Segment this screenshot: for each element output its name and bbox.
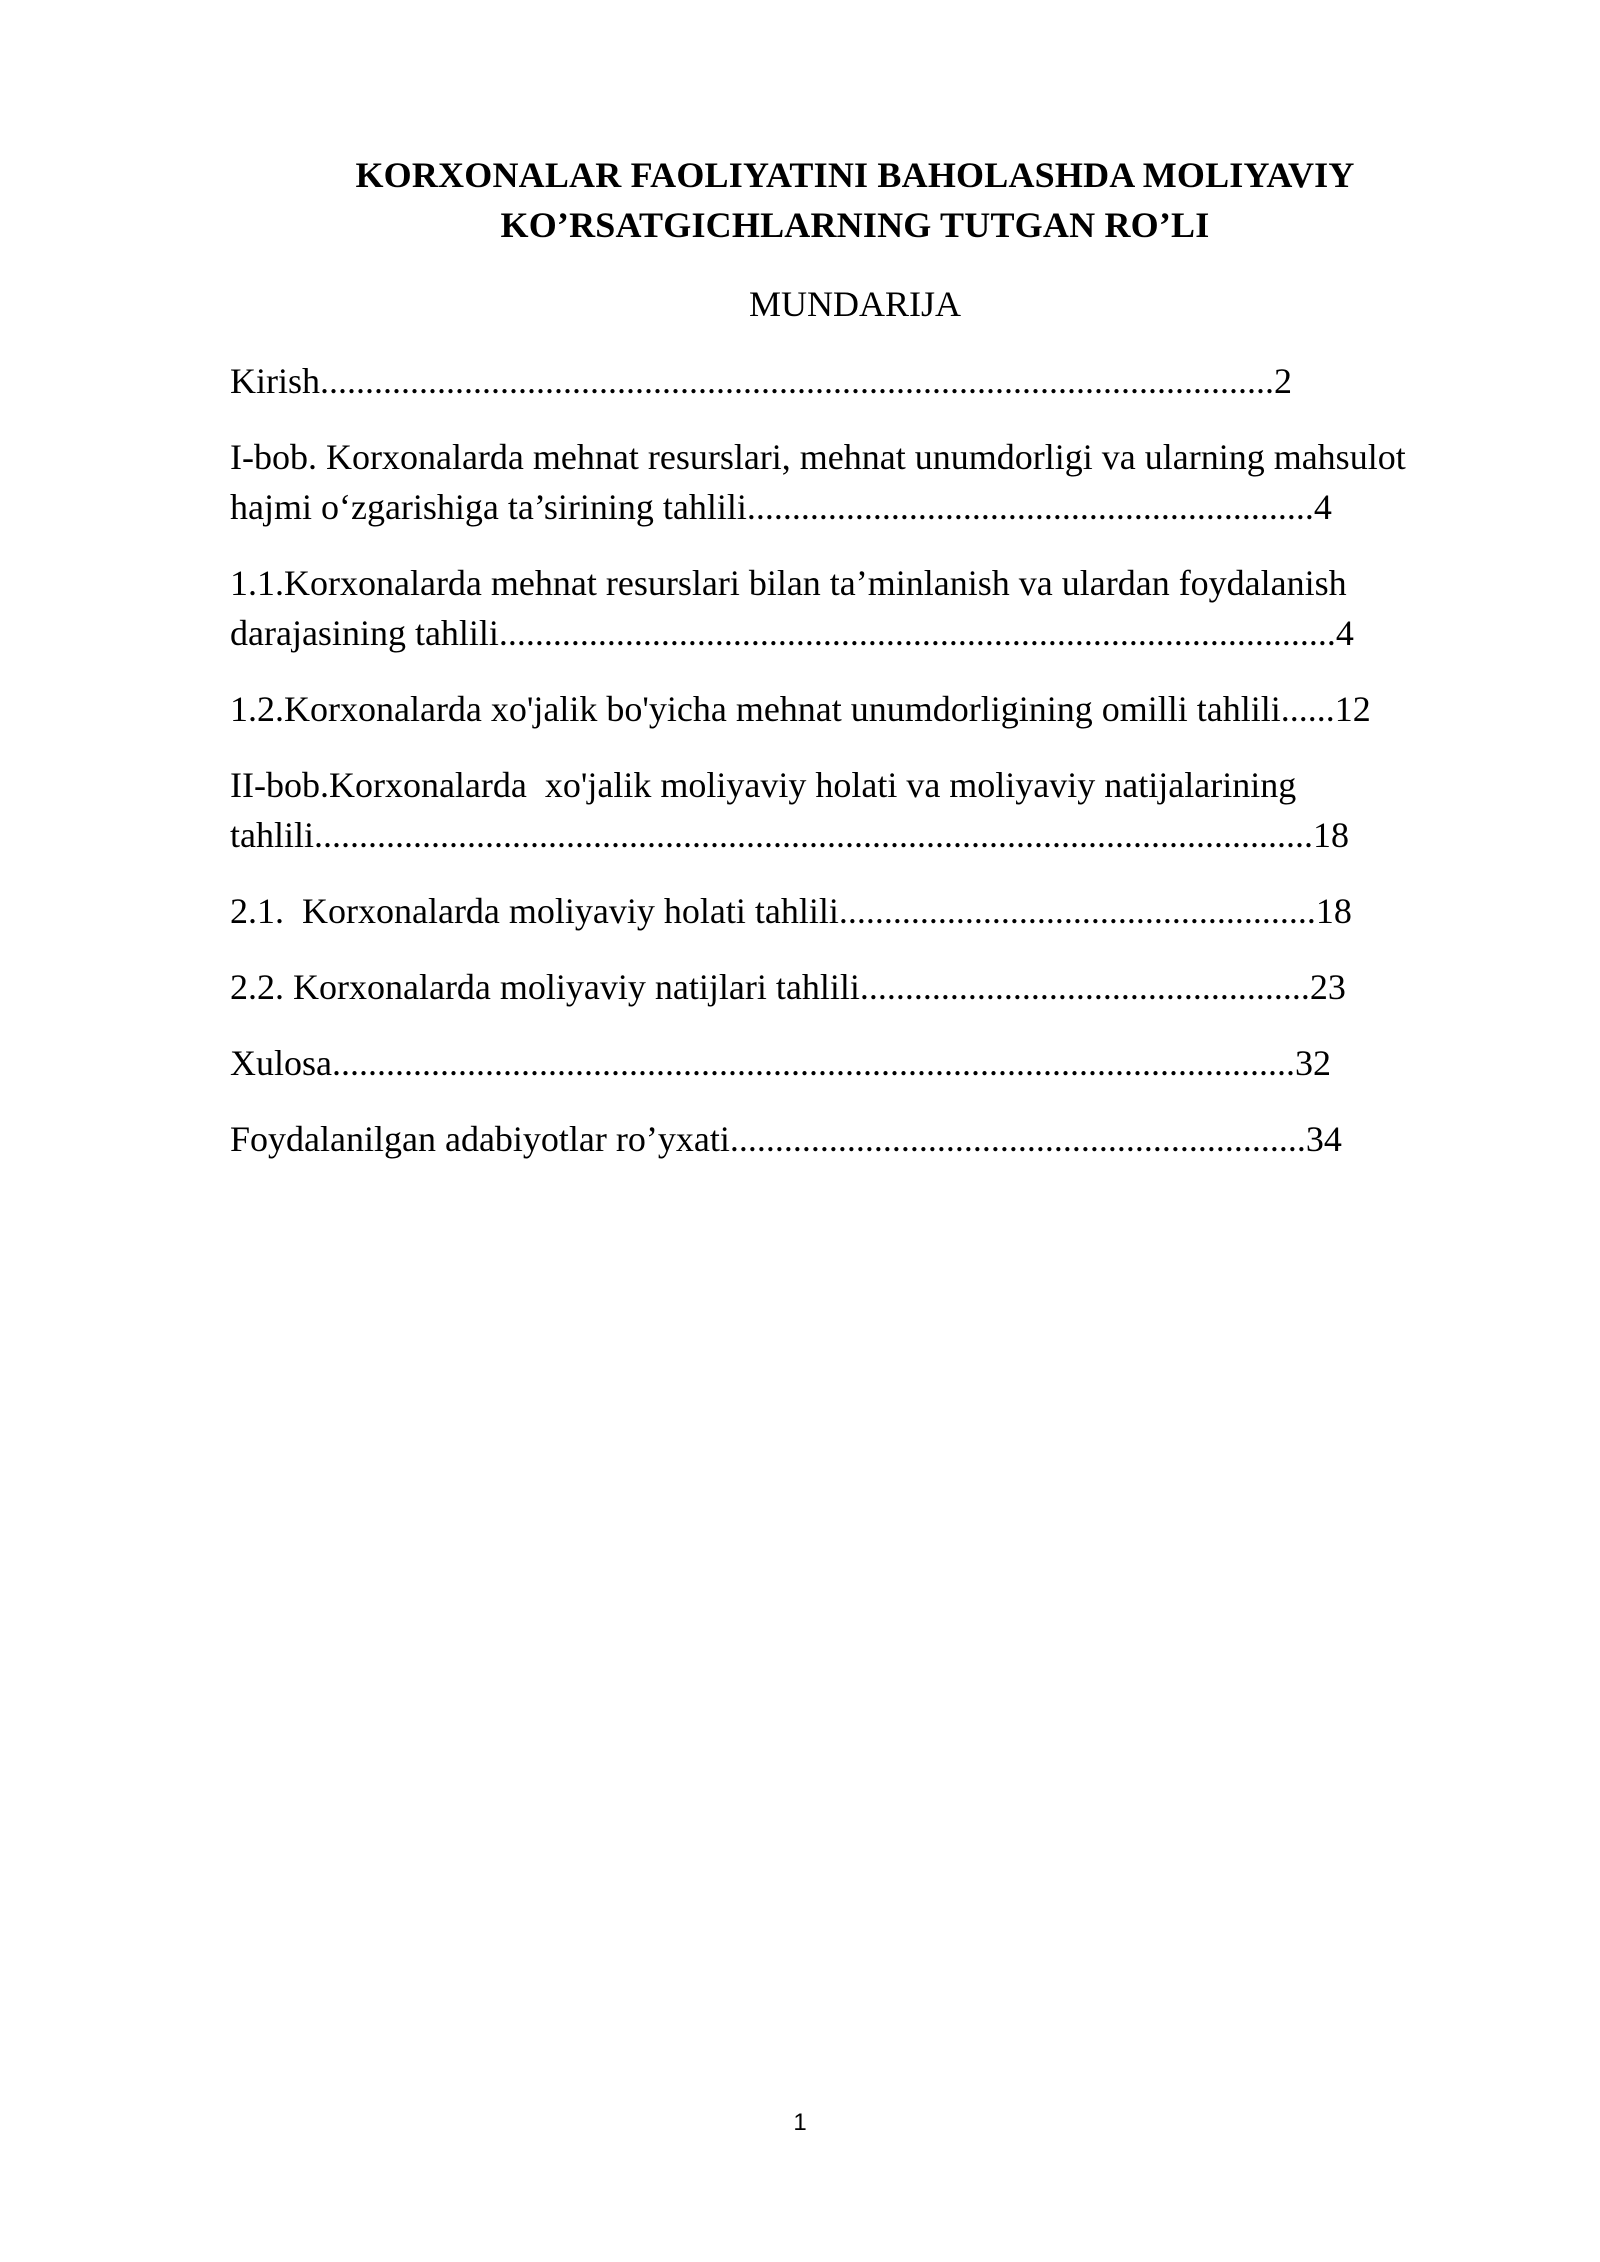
toc-entry-section-1-1: 1.1.Korxonalarda mehnat resurslari bilan ta’minlanish va ulardan foydalanish darajasining tahlili.............................................................................................4 <box>230 563 1354 653</box>
table-of-contents <box>230 356 1470 1190</box>
title-line-1: KORXONALAR FAOLIYATINI BAHOLASHDA MOLIYAVIY <box>355 155 1355 195</box>
toc-heading: MUNDARIJA <box>748 284 961 324</box>
toc-entry-chapter-1: I-bob. Korxonalarda mehnat resurslari, mehnat unumdorligi va ularning mahsulot hajmi o‘zgarishiga ta’sirining tahlili...............................................................4 <box>230 437 1406 527</box>
document-title <box>230 150 1480 250</box>
toc-entry-chapter-2: II-bob.Korxonalarda xo'jalik moliyaviy holati va moliyaviy natijalarining tahlili...............................................................................................................18 <box>230 765 1349 855</box>
toc-entry-bibliography: Foydalanilgan adabiyotlar ro’yxati................................................................34 <box>230 1119 1342 1159</box>
toc-entry-kirish: Kirish..........................................................................................................2 <box>230 361 1292 401</box>
page-number: 1 <box>793 2109 807 2136</box>
toc-entry-section-2-2: 2.2. Korxonalarda moliyaviy natijlari tahlili..................................................23 <box>230 967 1346 1007</box>
toc-entry-section-2-1: 2.1. Korxonalarda moliyaviy holati tahlili.....................................................18 <box>230 891 1352 931</box>
toc-entry-xulosa: Xulosa...........................................................................................................32 <box>230 1043 1331 1083</box>
title-line-2: KO’RSATGICHLARNING TUTGAN RO’LI <box>500 205 1210 245</box>
toc-entry-section-1-2: 1.2.Korxonalarda xo'jalik bo'yicha mehnat unumdorligining omilli tahlili......12 <box>230 689 1371 729</box>
